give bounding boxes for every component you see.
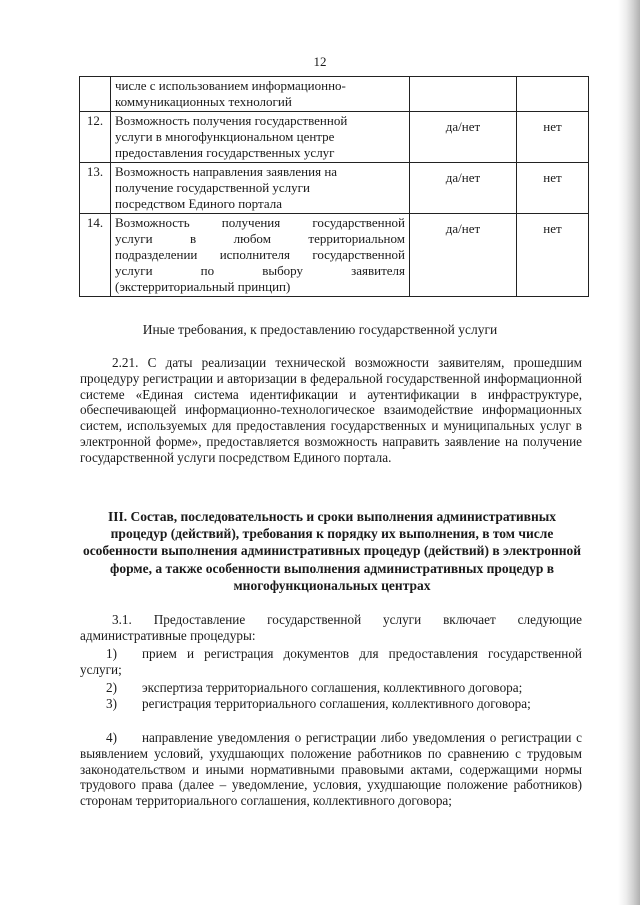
desc-line: Возможность получения государственной [115, 215, 405, 230]
desc-line: Возможность получения государственной [115, 113, 348, 128]
row-description [111, 77, 410, 112]
desc-line: получение государственной услуги [115, 180, 310, 195]
value-text: нет [543, 221, 562, 236]
row-description [111, 112, 410, 163]
table-row [80, 214, 589, 297]
row-description [111, 214, 410, 297]
row-number: 13. [80, 163, 111, 214]
list-item [80, 696, 582, 712]
row-number: 14. [80, 214, 111, 297]
desc-line: коммуникационных технологий [115, 94, 292, 109]
desc-line: предоставления государственных услуг [115, 145, 335, 160]
table-row [80, 163, 589, 214]
section-title: III. Состав, последовательность и сроки выполнения административных процедур (действий), требования к порядку их выполнения, в том числе особенности выполнения административных процедур (действий) в электронной форме, а также особенности выполнения административных процедур в многофункциональных центрах [82, 509, 582, 593]
list-item-text: экспертиза территориального соглашения, коллективного договора; [142, 680, 523, 695]
row-value [410, 214, 517, 297]
row-value-default [517, 214, 589, 297]
scan-edge-shadow [618, 0, 640, 905]
list-item-number: 1) [106, 646, 117, 661]
desc-line: Возможность направления заявления на [115, 164, 338, 179]
subsection-title: Иные требования, к предоставлению государственной услуги [142, 322, 498, 337]
value-text: нет [543, 119, 562, 134]
desc-line: посредством Единого портала [115, 196, 282, 211]
paragraph-2-21: 2.21. С даты реализации технической возможности заявителям, прошедшим процедуру регистрации и авторизации в федеральной государственной информационной системе «Единая система идентификации и аутентификации в инфраструктуре, обеспечивающей информационно-технологическое взаимодействие информационных систем, используемых для предоставления государственных и муниципальных услуг в электронной форме», предоставляется возможность направить заявление на получение государственной услуги посредством Единого портала. [80, 355, 582, 465]
table-row [80, 112, 589, 163]
desc-line: услуги в любом территориальном [115, 231, 405, 246]
desc-line: услуги по выбору заявителя [115, 263, 405, 278]
desc-line: подразделении исполнителя государственной [115, 247, 405, 262]
list-item [80, 646, 582, 678]
value-text: да/нет [445, 170, 481, 185]
row-value [410, 163, 517, 214]
row-value [410, 112, 517, 163]
list-item-number: 3) [106, 696, 117, 711]
paragraph-3-1: 3.1. Предоставление государственной услуги включает следующие административные процедуры: [80, 612, 582, 643]
list-item [80, 730, 582, 809]
list-item-text: прием и регистрация документов для предоставления государственной услуги; [80, 646, 582, 677]
requirements-table [79, 76, 589, 297]
row-number: 12. [80, 112, 111, 163]
row-value-default [517, 112, 589, 163]
list-item-number: 4) [106, 730, 117, 745]
list-item [80, 680, 582, 696]
row-value [410, 77, 517, 112]
list-item-number: 2) [106, 680, 117, 695]
value-text: нет [543, 170, 562, 185]
row-value-default [517, 163, 589, 214]
desc-line: числе с использованием информационно- [115, 78, 346, 93]
table-row [80, 77, 589, 112]
value-text: да/нет [445, 221, 481, 236]
page-number: 12 [313, 54, 327, 69]
row-number [80, 77, 111, 112]
list-item-text: направление уведомления о регистрации либо уведомления о регистрации с выявлением условий, ухудшающих положение работников по сравнению с трудовым законодательством и иными нормативными правовыми актами, содержащими нормы трудового права (далее – уведомление, условия, ухудшающие положение работников) сторонам территориального соглашения, коллективного договора; [80, 730, 582, 809]
desc-line: (экстерриториальный принцип) [115, 279, 291, 294]
desc-line: услуги в многофункциональном центре [115, 129, 335, 144]
row-description [111, 163, 410, 214]
row-value-default [517, 77, 589, 112]
value-text: да/нет [445, 119, 481, 134]
list-item-text: регистрация территориального соглашения, коллективного договора; [142, 696, 531, 711]
